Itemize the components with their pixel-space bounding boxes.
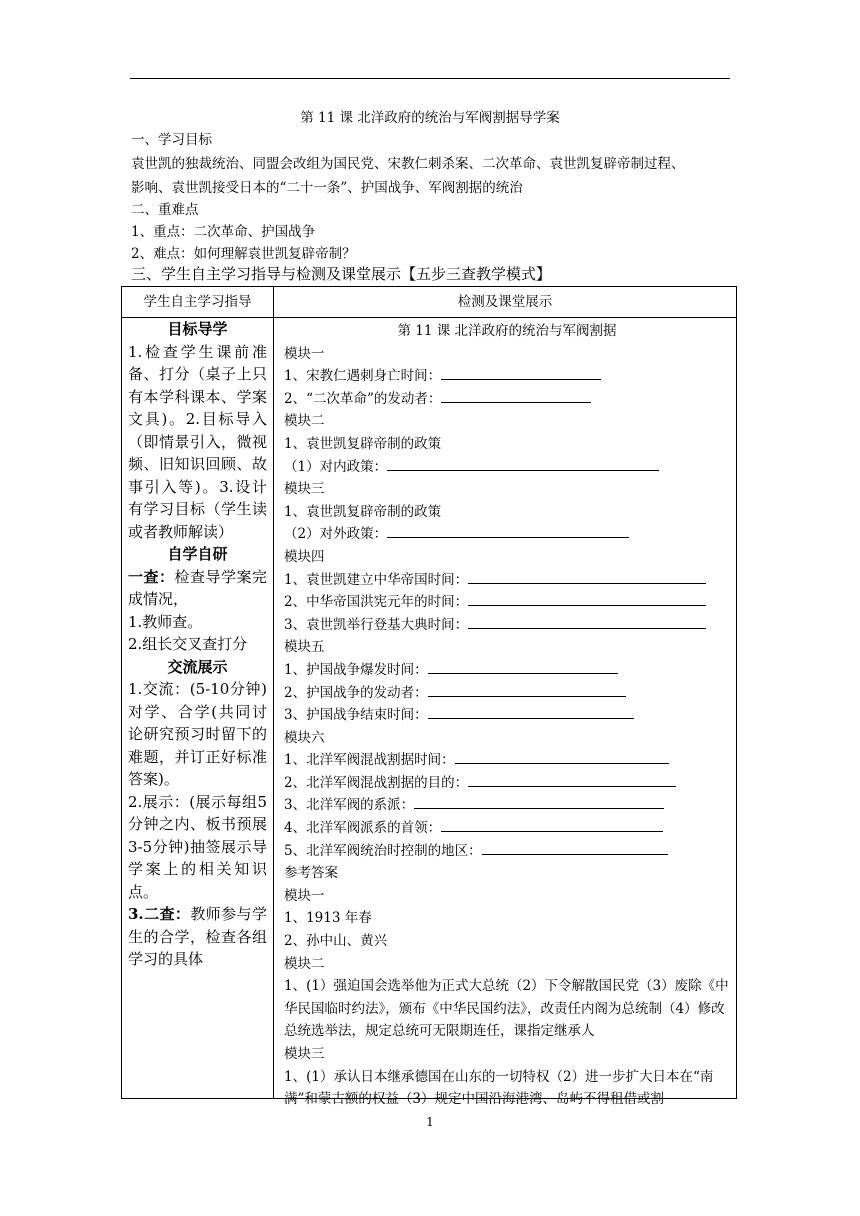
guidance-paragraph (128, 566, 267, 611)
content-line (284, 862, 730, 885)
guidance-text: 1.交流：(5-10分钟)对学、合学(共同讨论研究预习时留下的难题，并订正好标准答案)。 (128, 680, 267, 788)
content-line (284, 1043, 730, 1066)
guidance-bold-prefix: 一查： (128, 567, 175, 586)
question-line (284, 388, 730, 411)
answer-blank[interactable] (468, 591, 706, 606)
guidance-text: 2.组长交叉查打分 (128, 635, 248, 653)
content-line (284, 907, 730, 930)
guidance-text: 1.教师查。 (128, 612, 203, 631)
guidance-heading: 自学自研 (167, 545, 228, 563)
study-guide-table (121, 286, 737, 1108)
line-text: 1、(1）承认日本继承德国在山东的一切特权（2）进一步扩大日本在“南满”和蒙古额的权益（3）规定中国沿海港湾、岛屿不得租借或割 (284, 1068, 714, 1108)
goal-text-line-1: 袁世凯的独裁统治、同盟会改组为国民党、宋教仁刺杀案、二次革命、袁世凯复辟帝制过程、 (131, 156, 685, 172)
line-text: 1、1913 年春 (284, 910, 372, 927)
left-column-cell (122, 318, 274, 1099)
answer-blank[interactable] (441, 365, 601, 380)
keypoint-difficult: 2、难点：如何理解袁世凯复辟帝制？ (131, 246, 356, 262)
line-text: 参考答案 (284, 865, 338, 882)
content-line (284, 1066, 730, 1111)
answer-blank[interactable] (387, 523, 629, 538)
line-text: 2、孙中山、黄兴 (284, 933, 388, 950)
answer-blank[interactable] (428, 682, 626, 697)
answer-blank[interactable] (468, 772, 676, 787)
question-line (284, 591, 730, 614)
line-text: 1、宋教仁遇刺身亡时间： (284, 368, 442, 385)
line-text: 模块二 (284, 413, 325, 430)
exercise-and-display (274, 318, 736, 1108)
self-study-guidance (122, 318, 273, 1098)
line-text: 模块二 (284, 955, 325, 972)
line-text: 2、“二次革命”的发动者： (284, 390, 442, 407)
content-line (284, 410, 730, 433)
guidance-heading: 交流展示 (167, 657, 228, 676)
question-line (284, 749, 730, 772)
answer-blank[interactable] (468, 614, 706, 629)
answer-blank[interactable] (428, 659, 618, 674)
content-line (284, 727, 730, 750)
answer-blank[interactable] (455, 749, 669, 764)
line-text: 1、北洋军阀混战割据时间： (284, 752, 455, 769)
page-number: 1 (426, 1115, 434, 1129)
answer-blank[interactable] (414, 794, 664, 809)
line-text: 2、护国战争的发动者： (284, 684, 428, 701)
line-text: 模块三 (284, 1046, 325, 1062)
guidance-text: 2.展示：(展示每组5分钟之内、板书预展3-5分钟)抽签展示导学案上的相关知识点。 (128, 792, 267, 901)
guidance-paragraph (128, 341, 267, 544)
guidance-bold-prefix: 3.二查： (128, 905, 191, 923)
question-line (284, 569, 730, 592)
line-text: 3、护国战争结束时间： (284, 707, 428, 724)
right-column-cell (274, 318, 737, 1108)
question-line (284, 365, 730, 388)
line-text: 模块一 (284, 345, 325, 362)
line-text: 1、(1）强迫国会选举他为正式大总统（2）下令解散国民党（3）废除《中华民国临时约法》，颁布《中华民国约法》，改责任内阁为总统制（4）修改总统选举法，规定总统可无限期连任，课指定继承人 (284, 978, 729, 1040)
content-line (284, 478, 730, 501)
content-line (284, 501, 730, 524)
content-line (284, 953, 730, 976)
line-text: （2）对外政策： (284, 526, 388, 543)
header-right-cell: 检测及课堂展示 (274, 287, 737, 318)
line-text: 2、中华帝国洪宪元年的时间： (284, 594, 469, 611)
question-line (284, 456, 730, 479)
guidance-paragraph (128, 678, 267, 791)
keypoint-important: 1、重点：二次革命、护国战争 (131, 224, 316, 240)
question-line (284, 794, 730, 817)
question-line (284, 523, 730, 546)
content-line (284, 343, 730, 366)
guidance-paragraph (128, 633, 267, 656)
question-line (284, 817, 730, 840)
guidance-paragraph (128, 791, 267, 904)
line-text: 1、袁世凯复辟帝制的政策 (284, 435, 442, 452)
answer-blank[interactable] (468, 569, 706, 584)
section3-heading: 三、学生自主学习指导与检测及课堂展示【五步三查教学模式】 (131, 265, 552, 283)
line-text: 3、北洋军阀的系派： (284, 797, 415, 814)
line-text: 5、北洋军阀统治时控制的地区： (284, 842, 482, 859)
line-text: 模块一 (284, 887, 325, 904)
goal-heading: 一、学习目标 (131, 132, 212, 148)
line-text: 模块六 (284, 729, 325, 746)
answer-blank[interactable] (441, 388, 591, 403)
keypoint-heading: 二、重难点 (131, 202, 199, 218)
guidance-paragraph (128, 903, 267, 971)
content-line (284, 636, 730, 659)
answer-blank[interactable] (482, 840, 668, 855)
guidance-heading: 目标导学 (167, 320, 228, 338)
question-line (284, 659, 730, 682)
line-text: （1）对内政策： (284, 458, 388, 475)
guidance-text: 1.检查学生课前准备、打分（桌子上只有本学科课本、学案文具)。2.目标导入（即情景引入，微视频、旧知识回顾、故事引入等)。3.设计有学习目标（学生读或者教师解读） (128, 342, 267, 541)
line-text: 模块三 (284, 481, 325, 498)
line-text: 1、袁世凯复辟帝制的政策 (284, 503, 442, 520)
content-line (284, 433, 730, 456)
line-text: 3、袁世凯举行登基大典时间： (284, 616, 469, 633)
answer-blank[interactable] (441, 817, 663, 832)
guidance-text: 教师参与学生的合学，检查各组学习的具体 (128, 905, 267, 968)
line-text: 模块五 (284, 639, 325, 656)
content-line (284, 930, 730, 953)
line-text: 4、北洋军阀派系的首领： (284, 820, 442, 837)
question-line (284, 840, 730, 863)
question-line (284, 682, 730, 705)
line-text: 1、袁世凯建立中华帝国时间： (284, 571, 469, 588)
content-line (284, 546, 730, 569)
header-rule (130, 78, 730, 79)
answer-blank[interactable] (428, 704, 634, 719)
goal-text-line-2: 影响、袁世凯接受日本的“二十一条”、护国战争、军阀割据的统治 (131, 180, 523, 196)
guidance-paragraph (128, 611, 267, 634)
line-text: 2、北洋军阀混战割据的目的： (284, 774, 469, 791)
line-text: 模块四 (284, 548, 325, 565)
question-line (284, 772, 730, 795)
line-text: 1、护国战争爆发时间： (284, 661, 428, 678)
content-line (284, 975, 730, 1043)
question-line (284, 614, 730, 637)
answer-blank[interactable] (387, 456, 659, 471)
guidance-text: 检查导学案完成情况， (128, 567, 267, 608)
exercise-title: 第 11 课 北洋政府的统治与军阀割据 (397, 323, 617, 339)
content-line (284, 885, 730, 908)
document-title: 第 11 课 北洋政府的统治与军阀割据导学案 (300, 110, 560, 126)
header-left-cell: 学生自主学习指导 (122, 287, 274, 318)
question-line (284, 704, 730, 727)
